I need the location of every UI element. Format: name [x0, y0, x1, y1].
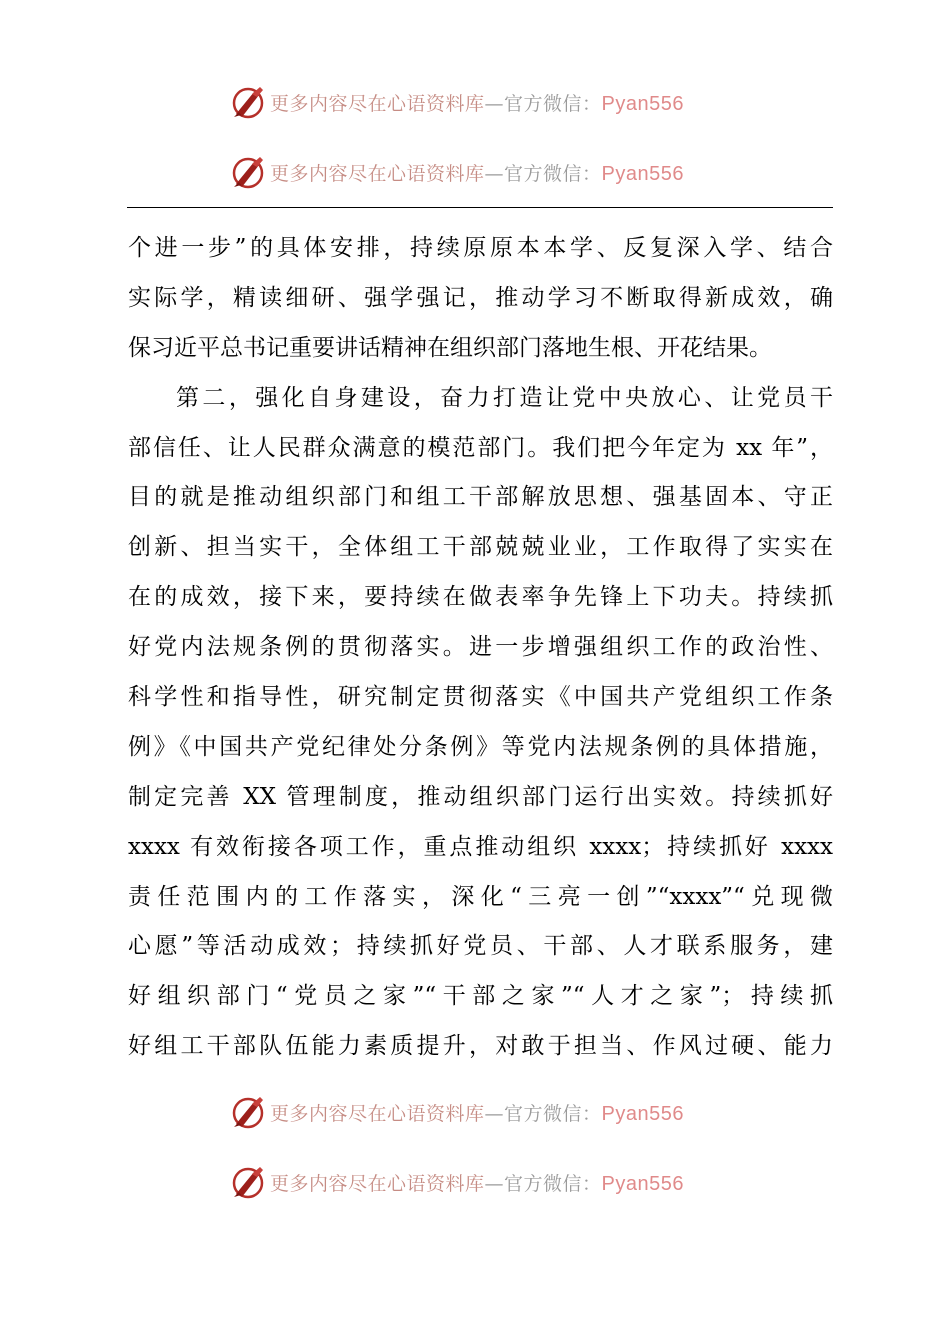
pen-logo-icon: [230, 84, 266, 120]
paragraph-first-line: 第二，强化自身建设，奋力打造让党中央放心、让党员干: [176, 384, 833, 411]
watermark-wechat-id: Pyan556: [601, 1172, 684, 1195]
text-line: xxxx 有效衔接各项工作，重点推动组织 xxxx；持续抓好 xxxx: [128, 833, 833, 860]
text-line: 心愿”等活动成效；持续抓好党员、干部、人才联系服务，建: [128, 933, 833, 960]
watermark-text: [270, 89, 684, 116]
text-line: 个进一步”的具体安排，持续原原本本学、反复深入学、结合: [128, 235, 833, 261]
watermark-official-text: 官方微信：: [504, 1102, 602, 1125]
watermark-banner-top-1: [230, 82, 750, 122]
pen-logo-icon: [230, 154, 266, 190]
watermark-banner-bottom-1: [230, 1092, 750, 1132]
text-line: 制定完善 XX 管理制度，推动组织部门运行出实效。持续抓好: [128, 783, 833, 810]
watermark-banner-top-2: [230, 152, 750, 192]
document-body: [128, 224, 833, 1072]
text-line: 部信任、让人民群众满意的模范部门。我们把今年定为 xx 年”，: [128, 434, 833, 461]
pen-logo-icon: [230, 1094, 266, 1130]
watermark-banner-bottom-2: [230, 1162, 750, 1202]
text-line: 创新、担当实干，全体组工干部兢兢业业，工作取得了实实在: [128, 534, 833, 561]
watermark-dash: —: [484, 1102, 505, 1125]
watermark-official-text: 官方微信：: [504, 92, 602, 115]
text-line: 目的就是推动组织部门和组工干部解放思想、强基固本、守正: [128, 484, 833, 511]
watermark-dash: —: [484, 1172, 505, 1195]
watermark-wechat-id: Pyan556: [601, 92, 684, 115]
watermark-text: [270, 159, 684, 186]
watermark-text: [270, 1169, 684, 1196]
text-line: 好党内法规条例的贯彻落实。进一步增强组织工作的政治性、: [128, 634, 833, 661]
watermark-text: [270, 1099, 684, 1126]
watermark-main-text: 更多内容尽在心语资料库: [270, 1172, 485, 1195]
text-line: 在的成效，接下来，要持续在做表率争先锋上下功夫。持续抓: [128, 584, 833, 611]
header-divider: [127, 207, 833, 208]
watermark-official-text: 官方微信：: [504, 1172, 602, 1195]
text-line: 例》《中国共产党纪律处分条例》等党内法规条例的具体措施，: [128, 733, 833, 760]
watermark-dash: —: [484, 92, 505, 115]
text-line: 实际学，精读细研、强学强记，推动学习不断取得新成效，确: [128, 284, 833, 311]
text-line: 科学性和指导性，研究制定贯彻落实《中国共产党组织工作条: [128, 684, 833, 711]
watermark-wechat-id: Pyan556: [601, 162, 684, 185]
watermark-wechat-id: Pyan556: [601, 1102, 684, 1125]
watermark-main-text: 更多内容尽在心语资料库: [270, 92, 485, 115]
watermark-dash: —: [484, 162, 505, 185]
watermark-official-text: 官方微信：: [504, 162, 602, 185]
text-line: 好组工干部队伍能力素质提升，对敢于担当、作风过硬、能力: [128, 1033, 833, 1060]
text-line: 责任范围内的工作落实，深化“三亮一创”“xxxx”“兑现微: [128, 883, 833, 910]
pen-logo-icon: [230, 1164, 266, 1200]
text-line: 保习近平总书记重要讲话精神在组织部门落地生根、开花结果。: [128, 334, 772, 361]
text-line: 好组织部门“党员之家”“干部之家”“人才之家”；持续抓: [128, 983, 833, 1010]
watermark-main-text: 更多内容尽在心语资料库: [270, 1102, 485, 1125]
watermark-main-text: 更多内容尽在心语资料库: [270, 162, 485, 185]
